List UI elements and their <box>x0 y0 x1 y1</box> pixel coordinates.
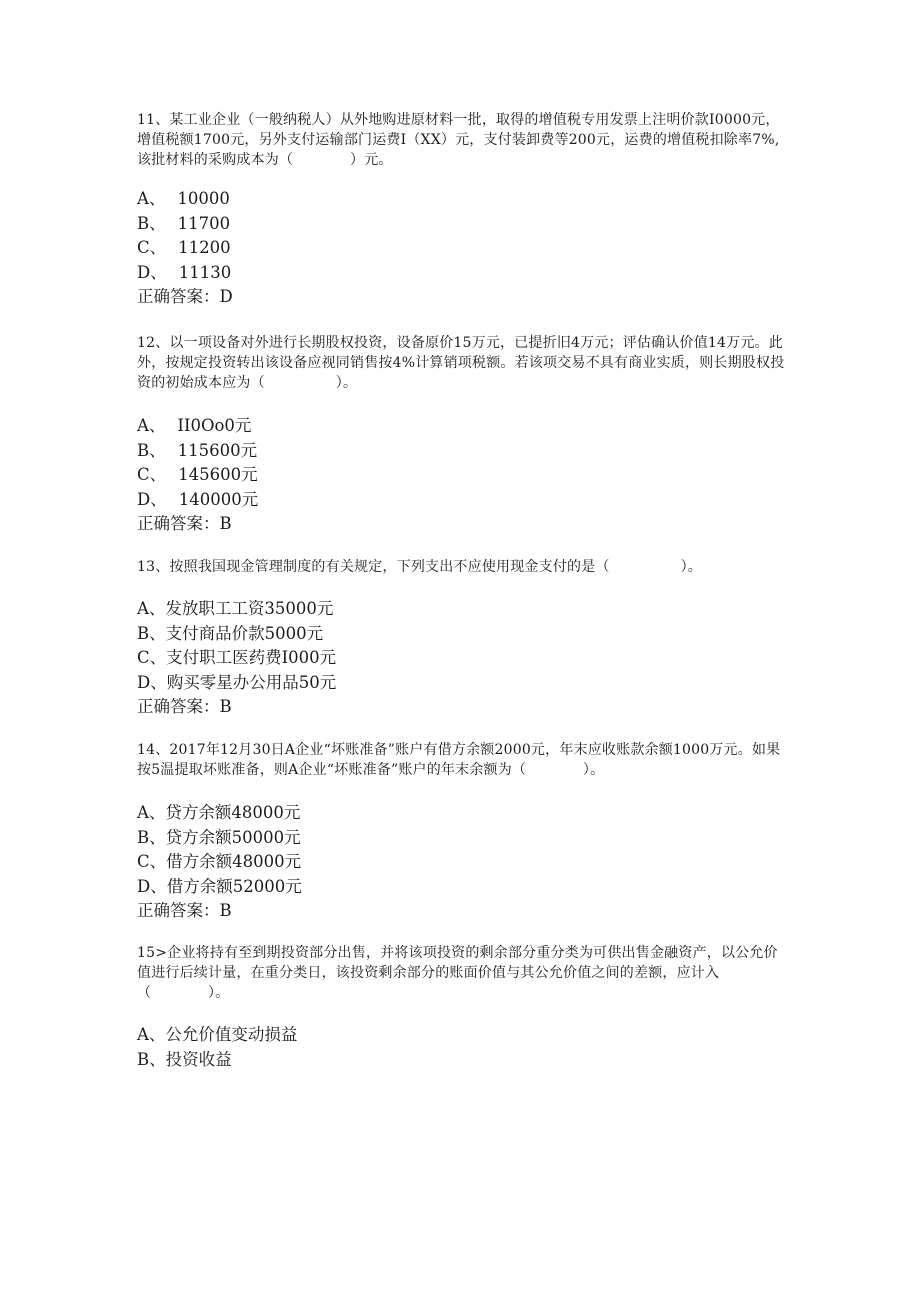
option-b <box>137 826 787 851</box>
option-letter: C <box>137 238 150 257</box>
question-11 <box>137 110 787 310</box>
option-list <box>137 1023 787 1072</box>
option-separator: 、 <box>149 238 167 257</box>
question-14 <box>137 740 787 924</box>
option-text: II0Oo0元 <box>177 416 252 435</box>
option-a <box>137 1023 787 1048</box>
option-letter: A <box>137 189 149 208</box>
option-text: 145600元 <box>178 465 258 484</box>
correct-answer: 正确答案：B <box>137 697 232 716</box>
option-c <box>137 463 787 488</box>
option-letter: D <box>137 672 151 692</box>
option-separator: 、 <box>149 827 166 847</box>
option-separator: 、 <box>149 440 166 460</box>
option-c <box>137 236 787 261</box>
option-text: 借方余额48000元 <box>166 852 302 871</box>
question-text: 11、某工业企业（一般纳税人）从外地购进原材料一批，取得的增值税专用发票上注明价款I0000元，增值税额1700元，另外支付运输部门运费I（XX）元，支付装卸费等200元，运费的增值税扣除率7%,该批材料的采购成本为（ ）元。 <box>137 112 780 168</box>
option-a <box>137 801 787 826</box>
option-c <box>137 646 787 671</box>
option-separator: 、 <box>149 623 166 643</box>
option-b <box>137 439 787 464</box>
option-text: 11130 <box>178 262 232 282</box>
correct-answer: 正确答案：B <box>137 514 232 533</box>
option-text: 购买零星办公用品50元 <box>166 672 337 692</box>
option-text: 发放职工工资35000元 <box>165 599 334 618</box>
option-separator: 、 <box>148 1025 166 1044</box>
option-d <box>137 488 787 513</box>
option-separator: 、 <box>150 672 167 692</box>
question-13 <box>137 557 787 720</box>
option-list <box>137 801 787 899</box>
option-letter: D <box>137 876 151 896</box>
correct-answer: 正确答案：B <box>137 901 232 920</box>
option-d <box>137 261 787 286</box>
option-letter: B <box>137 440 150 460</box>
option-letter: C <box>137 648 150 667</box>
correct-answer: 正确答案：D <box>137 287 233 306</box>
question-text: 12、以一项设备对外进行长期股权投资，设备原价15万元，已提折旧4万元；评估确认价值14万元。此外，按规定投资转出该设备应视同销售按4%计算销项税额。若该项交易不具有商业实质，则长期股权投资的初始成本应为（ ）。 <box>137 335 785 391</box>
option-letter: A <box>137 803 149 822</box>
option-letter: B <box>137 1049 150 1069</box>
option-separator: 、 <box>148 803 166 822</box>
option-separator: 、 <box>149 465 167 484</box>
question-text: 13、按照我国现金管理制度的有关规定，下列支出不应使用现金支付的是（ ）。 <box>137 559 703 575</box>
option-letter: C <box>137 852 150 871</box>
option-letter: B <box>137 213 150 233</box>
option-text: 支付商品价款5000元 <box>165 623 324 643</box>
option-b <box>137 1048 787 1073</box>
option-text: 贷方余额50000元 <box>165 827 301 847</box>
option-b <box>137 622 787 647</box>
option-separator: 、 <box>149 852 167 871</box>
option-text: 11200 <box>178 238 231 257</box>
option-b <box>137 212 787 237</box>
option-d <box>137 671 787 696</box>
option-letter: D <box>137 489 151 509</box>
option-text: 借方余额52000元 <box>166 876 302 896</box>
option-text: 115600元 <box>177 440 258 460</box>
option-text: 140000元 <box>178 489 259 509</box>
option-separator: 、 <box>148 599 166 618</box>
question-15 <box>137 943 787 1072</box>
option-d <box>137 875 787 900</box>
option-separator: 、 <box>149 213 166 233</box>
option-text: 公允价值变动损益 <box>165 1025 298 1044</box>
option-c <box>137 850 787 875</box>
option-text: 11700 <box>177 213 231 233</box>
option-separator: 、 <box>149 1049 166 1069</box>
option-text: 贷方余额48000元 <box>165 803 301 822</box>
option-letter: A <box>137 599 149 618</box>
option-text: 投资收益 <box>165 1049 232 1069</box>
option-letter: A <box>137 416 149 435</box>
option-text: 10000 <box>177 189 230 208</box>
option-separator: 、 <box>148 416 166 435</box>
option-separator: 、 <box>148 189 166 208</box>
option-text: 支付职工医药费I000元 <box>166 648 337 667</box>
option-letter: D <box>137 262 151 282</box>
option-list <box>137 187 787 285</box>
option-letter: B <box>137 623 150 643</box>
option-letter: B <box>137 827 150 847</box>
option-separator: 、 <box>150 262 167 282</box>
option-separator: 、 <box>149 648 167 667</box>
option-a <box>137 414 787 439</box>
question-12 <box>137 333 787 537</box>
option-separator: 、 <box>150 489 167 509</box>
option-a <box>137 597 787 622</box>
option-letter: C <box>137 465 150 484</box>
option-separator: 、 <box>150 876 167 896</box>
option-a <box>137 187 787 212</box>
option-letter: A <box>137 1025 149 1044</box>
question-text: 15>企业将持有至到期投资部分出售，并将该项投资的剩余部分重分类为可供出售金融资产，以公允价值进行后续计量，在重分类日，该投资剩余部分的账面价值与其公允价值之间的差额，应计入（ ）。 <box>137 945 778 1001</box>
question-text: 14、2017年12月30日A企业“坏账准备”账户有借方余额2000元，年末应收账款余额1000万元。如果按5温提取坏账准备，则A企业“坏账准备”账户的年末余额为（ ）。 <box>137 742 781 778</box>
option-list <box>137 597 787 695</box>
option-list <box>137 414 787 512</box>
